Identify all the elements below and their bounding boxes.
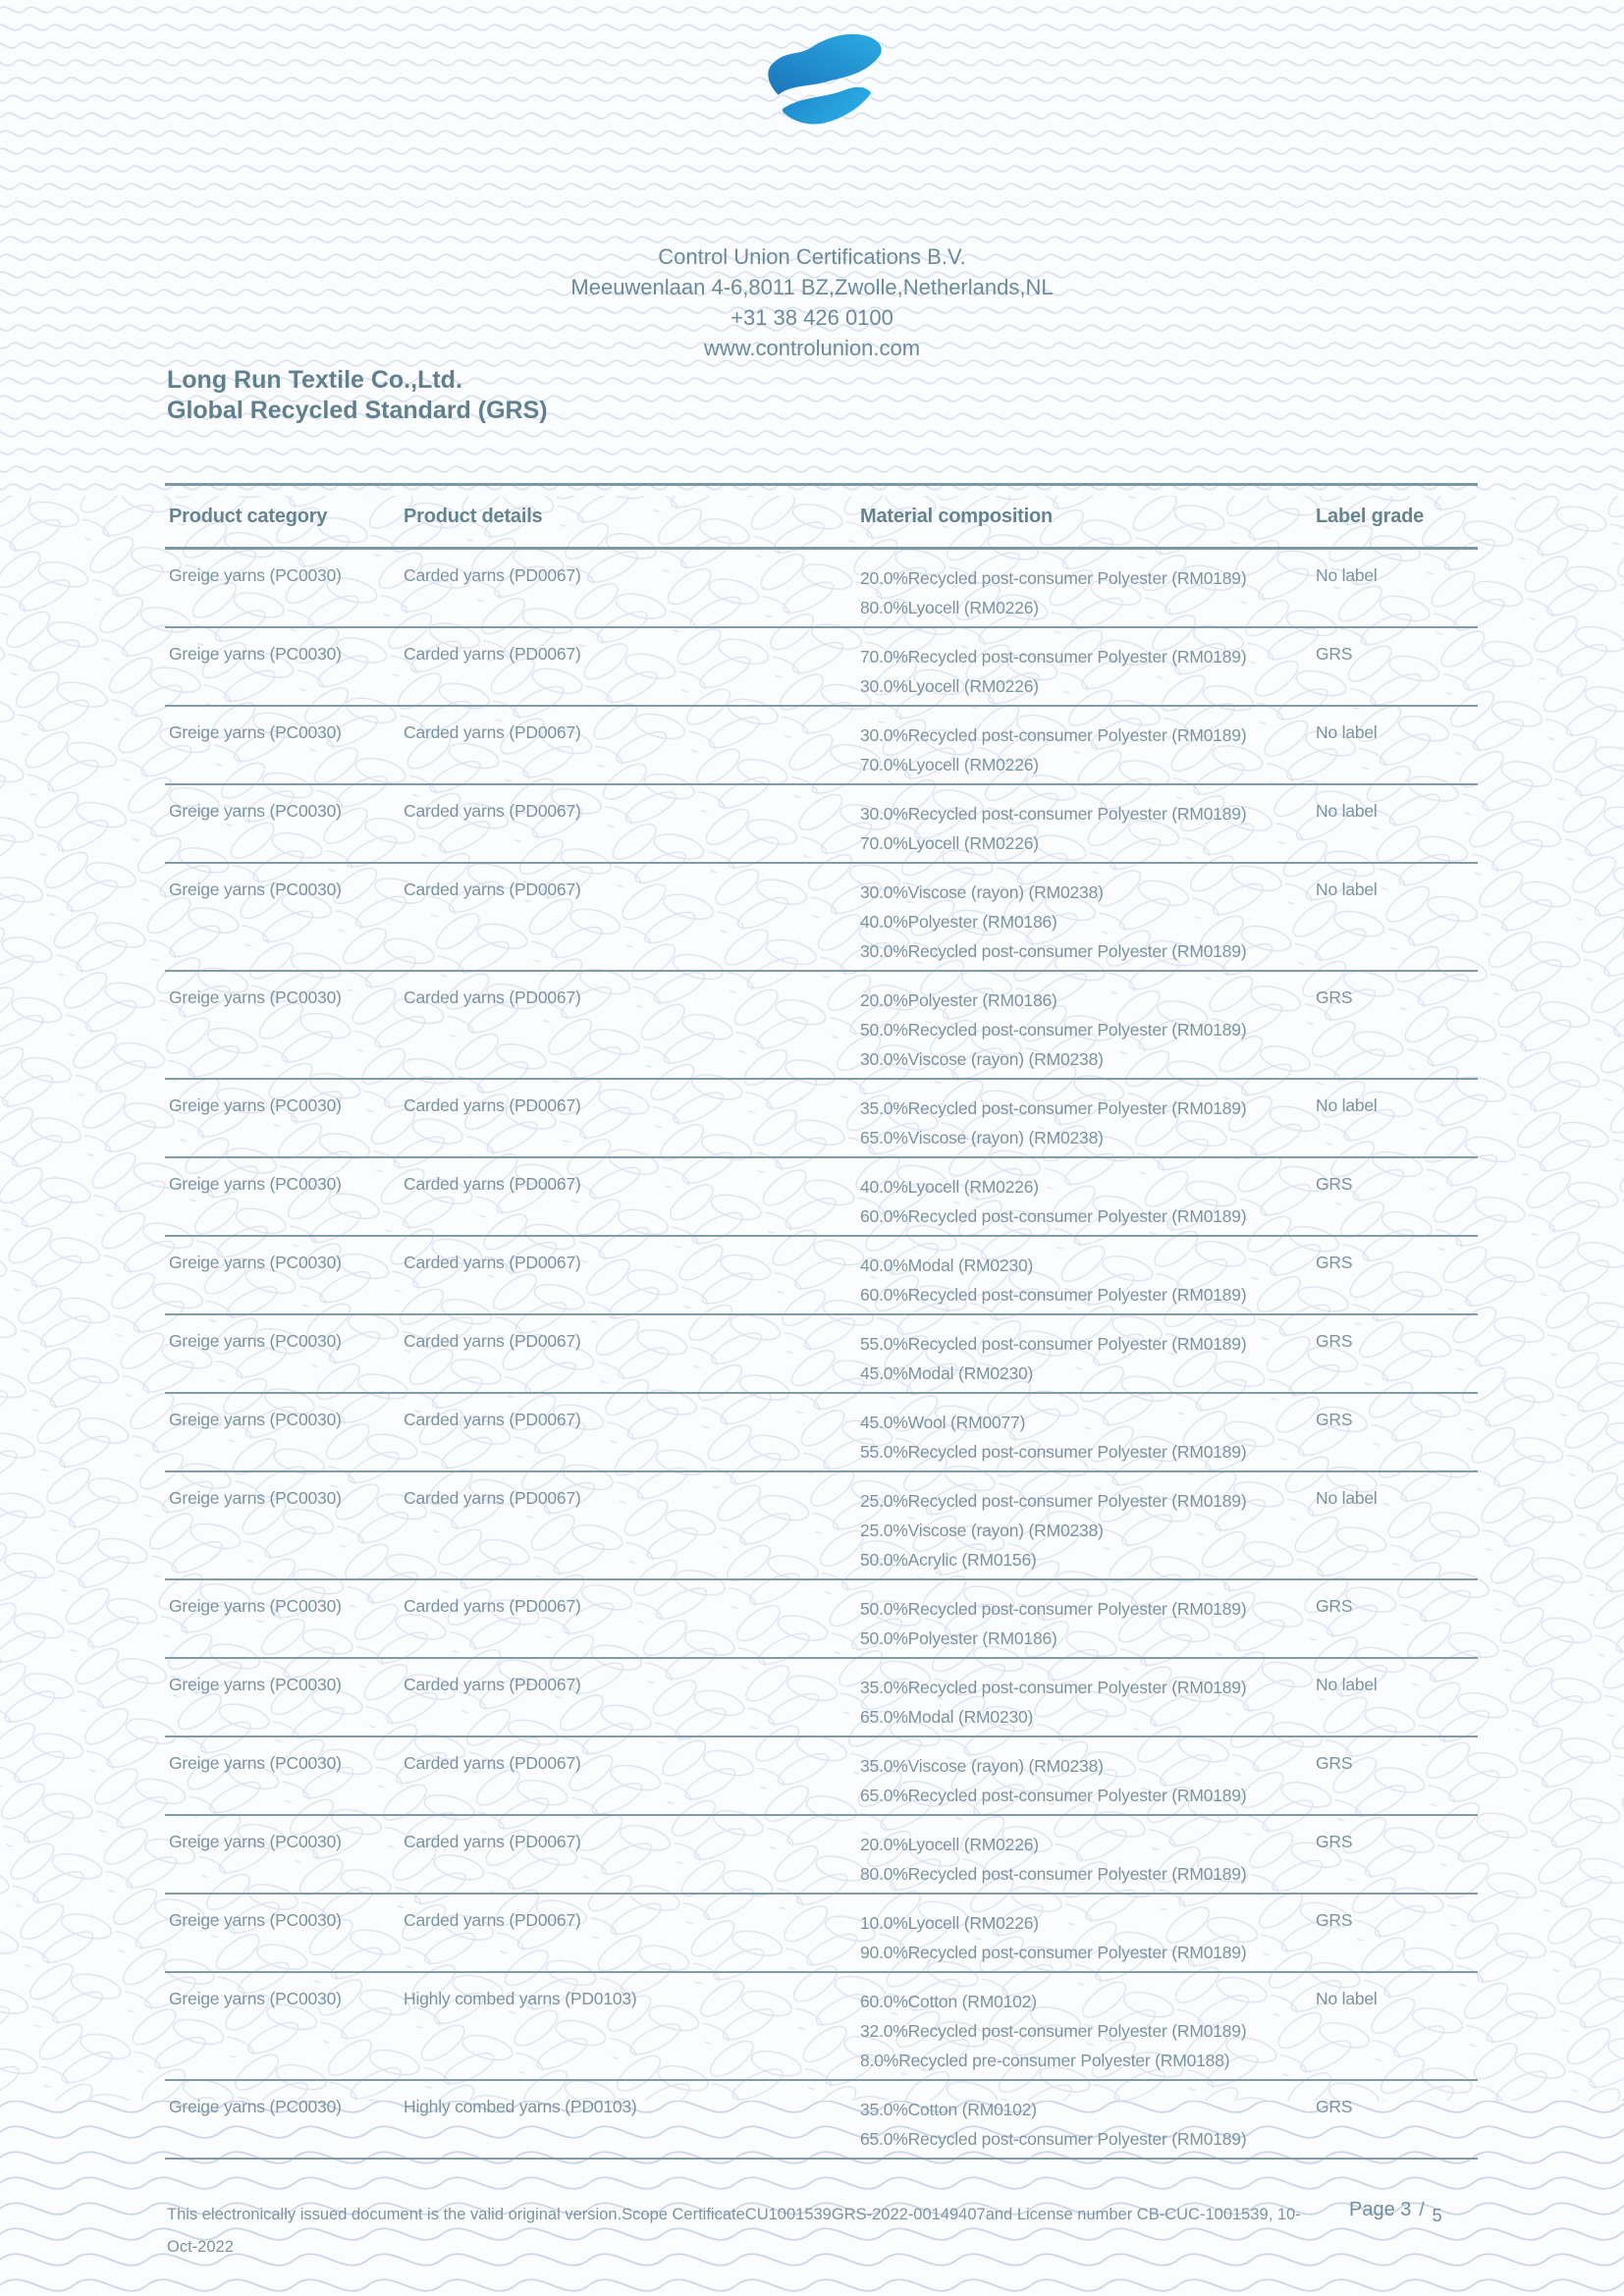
- certifier-address: Meeuwenlaan 4-6,8011 BZ,Zwolle,Netherlands,NL: [570, 275, 1054, 299]
- product-details-cell: Carded yarns (PD0067): [404, 644, 581, 664]
- product-category-cell: Greige yarns (PC0030): [169, 722, 342, 742]
- client-name: Long Run Textile Co.,Ltd.: [167, 366, 462, 394]
- material-composition-cell: [856, 1737, 1312, 1814]
- product-details-cell: Carded yarns (PD0067): [404, 880, 581, 899]
- material-line: 25.0%Recycled post-consumer Polyester (RM0189): [860, 1491, 1247, 1511]
- label-grade-cell: No label: [1316, 1095, 1378, 1115]
- label-grade-cell: GRS: [1316, 1410, 1353, 1429]
- table-row: [165, 1158, 1478, 1237]
- table-row: [165, 628, 1478, 707]
- table-row: [165, 2081, 1478, 2160]
- footer-disclaimer: This electronically issued document is the valid original version.Scope CertificateCU1001539GRS-2022-00149407and License number CB-CUC-1001539, 10-Oct-2022: [167, 2206, 1301, 2256]
- material-line: 32.0%Recycled post-consumer Polyester (RM0189): [860, 2021, 1247, 2041]
- product-category-cell: Greige yarns (PC0030): [169, 1989, 342, 2008]
- label-grade-cell: GRS: [1316, 1253, 1353, 1272]
- product-category-cell: Greige yarns (PC0030): [169, 565, 342, 585]
- table-row: [165, 1580, 1478, 1659]
- product-category-cell: Greige yarns (PC0030): [169, 1675, 342, 1694]
- product-category-cell: Greige yarns (PC0030): [169, 1095, 342, 1115]
- standard-name: Global Recycled Standard (GRS): [167, 397, 548, 424]
- material-line: 35.0%Recycled post-consumer Polyester (RM0189): [860, 1098, 1247, 1118]
- table-row: [165, 1394, 1478, 1472]
- material-line: 30.0%Viscose (rayon) (RM0238): [860, 882, 1104, 902]
- column-header-material-composition: Material composition: [860, 505, 1054, 527]
- material-line: 20.0%Recycled post-consumer Polyester (RM0189): [860, 568, 1247, 588]
- material-line: 60.0%Cotton (RM0102): [860, 1992, 1037, 2011]
- product-category-cell: Greige yarns (PC0030): [169, 1410, 342, 1429]
- material-line: 55.0%Recycled post-consumer Polyester (RM0189): [860, 1334, 1247, 1354]
- table-row: [165, 972, 1478, 1080]
- material-composition-cell: [856, 785, 1312, 862]
- material-line: 45.0%Wool (RM0077): [860, 1413, 1026, 1432]
- material-line: 30.0%Lyocell (RM0226): [860, 676, 1039, 696]
- material-line: 35.0%Recycled post-consumer Polyester (RM0189): [860, 1678, 1247, 1697]
- product-details-cell: Carded yarns (PD0067): [404, 1095, 581, 1115]
- product-details-cell: Carded yarns (PD0067): [404, 988, 581, 1007]
- material-line: 40.0%Modal (RM0230): [860, 1255, 1034, 1275]
- product-category-cell: Greige yarns (PC0030): [169, 1596, 342, 1616]
- material-line: 60.0%Recycled post-consumer Polyester (RM0189): [860, 1285, 1247, 1305]
- product-details-cell: Carded yarns (PD0067): [404, 1910, 581, 1930]
- material-composition-cell: [856, 1237, 1312, 1313]
- products-table: [165, 483, 1478, 2160]
- table-row: [165, 1237, 1478, 1315]
- material-line: 80.0%Lyocell (RM0226): [860, 598, 1039, 617]
- product-category-cell: Greige yarns (PC0030): [169, 988, 342, 1007]
- material-composition-cell: [856, 1158, 1312, 1235]
- table-row: [165, 1973, 1478, 2081]
- table-row: [165, 1315, 1478, 1394]
- page-separator: /: [1419, 2200, 1425, 2220]
- material-line: 20.0%Polyester (RM0186): [860, 990, 1057, 1010]
- product-details-cell: Carded yarns (PD0067): [404, 1253, 581, 1272]
- table-row: [165, 785, 1478, 864]
- material-composition-cell: [856, 1659, 1312, 1735]
- product-details-cell: Carded yarns (PD0067): [404, 1596, 581, 1616]
- material-composition-cell: [856, 628, 1312, 705]
- material-line: 30.0%Recycled post-consumer Polyester (RM0189): [860, 804, 1247, 824]
- material-composition-cell: [856, 1816, 1312, 1893]
- product-details-cell: Carded yarns (PD0067): [404, 1488, 581, 1508]
- product-details-cell: Carded yarns (PD0067): [404, 565, 581, 585]
- material-line: 70.0%Lyocell (RM0226): [860, 833, 1039, 853]
- material-line: 30.0%Viscose (rayon) (RM0238): [860, 1049, 1104, 1069]
- material-line: 45.0%Modal (RM0230): [860, 1363, 1034, 1383]
- label-grade-cell: GRS: [1316, 1596, 1353, 1616]
- product-details-cell: Carded yarns (PD0067): [404, 1753, 581, 1773]
- material-line: 50.0%Polyester (RM0186): [860, 1629, 1057, 1648]
- label-grade-cell: No label: [1316, 1989, 1378, 2008]
- table-row: [165, 1659, 1478, 1737]
- material-line: 30.0%Recycled post-consumer Polyester (RM0189): [860, 941, 1247, 961]
- table-row: [165, 550, 1478, 628]
- material-composition-cell: [856, 1580, 1312, 1657]
- certifier-name: Control Union Certifications B.V.: [658, 244, 966, 269]
- label-grade-cell: GRS: [1316, 2097, 1353, 2116]
- product-category-cell: Greige yarns (PC0030): [169, 880, 342, 899]
- label-grade-cell: GRS: [1316, 1331, 1353, 1351]
- product-details-cell: Highly combed yarns (PD0103): [404, 2097, 637, 2116]
- product-details-cell: Carded yarns (PD0067): [404, 722, 581, 742]
- material-line: 65.0%Viscose (rayon) (RM0238): [860, 1128, 1104, 1148]
- product-details-cell: Carded yarns (PD0067): [404, 1675, 581, 1694]
- label-grade-cell: No label: [1316, 722, 1378, 742]
- certifier-website: www.controlunion.com: [703, 336, 921, 360]
- product-category-cell: Greige yarns (PC0030): [169, 1832, 342, 1851]
- product-details-cell: Carded yarns (PD0067): [404, 1331, 581, 1351]
- material-composition-cell: [856, 1973, 1312, 2079]
- label-grade-cell: GRS: [1316, 644, 1353, 664]
- product-category-cell: Greige yarns (PC0030): [169, 801, 342, 821]
- material-composition-cell: [856, 1394, 1312, 1470]
- table-body: [165, 550, 1478, 2160]
- material-line: 35.0%Cotton (RM0102): [860, 2100, 1037, 2119]
- material-line: 40.0%Lyocell (RM0226): [860, 1177, 1039, 1197]
- material-line: 80.0%Recycled post-consumer Polyester (RM0189): [860, 1864, 1247, 1884]
- table-row: [165, 1080, 1478, 1158]
- client-block: [167, 365, 548, 426]
- label-grade-cell: GRS: [1316, 1174, 1353, 1194]
- table-row: [165, 707, 1478, 785]
- material-line: 10.0%Lyocell (RM0226): [860, 1913, 1039, 1933]
- column-header-product-details: Product details: [404, 505, 543, 527]
- material-composition-cell: [856, 550, 1312, 626]
- material-composition-cell: [856, 1080, 1312, 1156]
- page-indicator: [1349, 2199, 1442, 2225]
- material-composition-cell: [856, 2081, 1312, 2158]
- material-composition-cell: [856, 1472, 1312, 1578]
- label-grade-cell: GRS: [1316, 988, 1353, 1007]
- page-number-label: Page 3: [1349, 2199, 1412, 2220]
- certifier-block: [0, 241, 1624, 363]
- material-line: 70.0%Lyocell (RM0226): [860, 755, 1039, 774]
- label-grade-cell: No label: [1316, 880, 1378, 899]
- certifier-phone: +31 38 426 0100: [731, 305, 893, 330]
- material-composition-cell: [856, 972, 1312, 1078]
- product-category-cell: Greige yarns (PC0030): [169, 644, 342, 664]
- column-header-label-grade: Label grade: [1316, 505, 1425, 527]
- label-grade-cell: No label: [1316, 801, 1378, 821]
- product-category-cell: Greige yarns (PC0030): [169, 1174, 342, 1194]
- material-line: 65.0%Modal (RM0230): [860, 1707, 1034, 1727]
- material-composition-cell: [856, 1315, 1312, 1392]
- material-line: 30.0%Recycled post-consumer Polyester (RM0189): [860, 725, 1247, 745]
- material-line: 40.0%Polyester (RM0186): [860, 912, 1057, 932]
- material-line: 90.0%Recycled post-consumer Polyester (RM0189): [860, 1943, 1247, 1962]
- label-grade-cell: No label: [1316, 1488, 1378, 1508]
- material-line: 50.0%Recycled post-consumer Polyester (RM0189): [860, 1020, 1247, 1040]
- material-line: 55.0%Recycled post-consumer Polyester (RM0189): [860, 1442, 1247, 1462]
- product-category-cell: Greige yarns (PC0030): [169, 1910, 342, 1930]
- page-total: 5: [1432, 2206, 1442, 2225]
- label-grade-cell: No label: [1316, 1675, 1378, 1694]
- material-composition-cell: [856, 707, 1312, 783]
- table-row: [165, 864, 1478, 972]
- product-details-cell: Highly combed yarns (PD0103): [404, 1989, 637, 2008]
- table-row: [165, 1737, 1478, 1816]
- label-grade-cell: GRS: [1316, 1832, 1353, 1851]
- material-line: 35.0%Viscose (rayon) (RM0238): [860, 1756, 1104, 1776]
- material-line: 60.0%Recycled post-consumer Polyester (RM0189): [860, 1206, 1247, 1226]
- table-row: [165, 1816, 1478, 1895]
- label-grade-cell: GRS: [1316, 1753, 1353, 1773]
- material-line: 50.0%Acrylic (RM0156): [860, 1550, 1037, 1570]
- product-category-cell: Greige yarns (PC0030): [169, 1331, 342, 1351]
- label-grade-cell: GRS: [1316, 1910, 1353, 1930]
- label-grade-cell: No label: [1316, 565, 1378, 585]
- table-row: [165, 1895, 1478, 1973]
- product-category-cell: Greige yarns (PC0030): [169, 1488, 342, 1508]
- product-details-cell: Carded yarns (PD0067): [404, 1174, 581, 1194]
- material-line: 65.0%Recycled post-consumer Polyester (RM0189): [860, 1786, 1247, 1805]
- product-details-cell: Carded yarns (PD0067): [404, 801, 581, 821]
- material-composition-cell: [856, 864, 1312, 970]
- material-line: 65.0%Recycled post-consumer Polyester (RM0189): [860, 2129, 1247, 2149]
- material-line: 70.0%Recycled post-consumer Polyester (RM0189): [860, 647, 1247, 667]
- material-line: 50.0%Recycled post-consumer Polyester (RM0189): [860, 1599, 1247, 1619]
- control-union-logo-icon: [758, 26, 890, 141]
- table-header-row: [165, 486, 1478, 550]
- material-composition-cell: [856, 1895, 1312, 1971]
- product-category-cell: Greige yarns (PC0030): [169, 1753, 342, 1773]
- table-row: [165, 1472, 1478, 1580]
- product-category-cell: Greige yarns (PC0030): [169, 2097, 342, 2116]
- product-details-cell: Carded yarns (PD0067): [404, 1832, 581, 1851]
- material-line: 20.0%Lyocell (RM0226): [860, 1835, 1039, 1854]
- product-category-cell: Greige yarns (PC0030): [169, 1253, 342, 1272]
- material-line: 8.0%Recycled pre-consumer Polyester (RM0188): [860, 2051, 1230, 2070]
- column-header-product-category: Product category: [169, 505, 328, 527]
- material-line: 25.0%Viscose (rayon) (RM0238): [860, 1521, 1104, 1540]
- product-details-cell: Carded yarns (PD0067): [404, 1410, 581, 1429]
